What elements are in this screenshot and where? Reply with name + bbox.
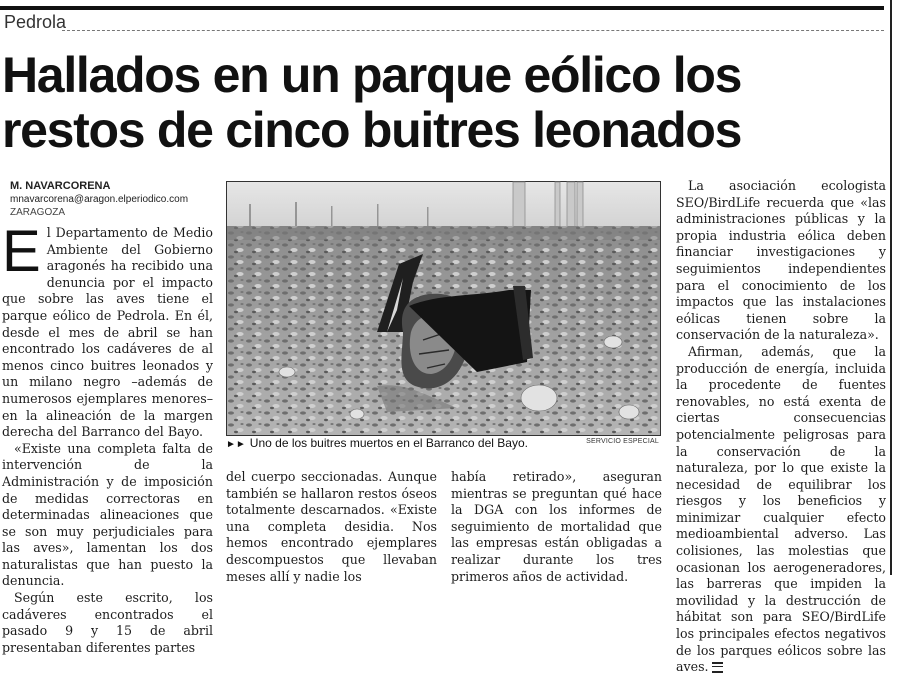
- article-paragraph-1: [2, 219, 213, 441]
- photo-credit: SERVICIO ESPECIAL: [586, 438, 659, 445]
- section-divider: [62, 30, 884, 31]
- section-label: Pedrola: [4, 12, 67, 32]
- article-column-4: [676, 178, 886, 675]
- byline-city: ZARAGOZA: [10, 207, 66, 218]
- article-paragraph-3: Según este escrito, los cadáveres encontrados el pasado 9 y 15 de abril presentaban diferentes partes: [2, 590, 213, 655]
- page-edge: [890, 0, 892, 575]
- byline-author: M. NAVARCORENA: [10, 180, 111, 192]
- byline-email: mnavarcorena@aragon.elperiodico.com: [10, 194, 189, 205]
- photo-caption-bar: [226, 436, 659, 452]
- article-column-1: [2, 219, 213, 655]
- byline: [10, 180, 215, 219]
- photo-caption: Uno de los buitres muertos en el Barranco del Bayo.: [249, 436, 528, 450]
- headline: [2, 48, 882, 158]
- caption-arrow-icon: ►►: [226, 439, 246, 450]
- article-paragraph-2: «Existe una completa falta de intervención de la Administración y de imposición de medidas correctoras en determinadas alineaciones que se son muy perjudiciales para las aves», lamentan los dos naturalistas que han puesto la denuncia.: [2, 440, 213, 589]
- paragraph-1-text: l Departamento de Medio Ambiente del Gobierno aragonés ha recibido una denuncia por el impacto que sobre las aves tiene el parque eólico de Pedrola. En él, desde el mes de abril se han encontrado los cadáveres de al menos cinco buitres leonados y un milano negro –además de numerosos ejemplares menores– en la alineación de la margen derecha del Barranco del Bayo.: [2, 225, 213, 440]
- article-paragraph-3-cont: del cuerpo seccionadas. Aunque también se hallaron restos óseos totalmente descarnados. «Existe una completa desidia. Nos hemos encontrado ejemplares descompuestos que llevaban meses allí y nadie los: [226, 469, 437, 584]
- end-of-article-icon: [712, 662, 723, 673]
- article-paragraph-5: [676, 344, 886, 676]
- headline-line-1: Hallados en un parque eólico los: [2, 47, 742, 103]
- article-column-3: [451, 469, 662, 584]
- photo-vulture-field: [227, 182, 660, 435]
- headline-line-2: restos de cinco buitres leonados: [2, 102, 742, 158]
- news-photo: [226, 181, 661, 436]
- article-paragraph-3-end: había retirado», aseguran mientras se preguntan qué hace la DGA con los informes de seguimiento de mortalidad que las empresas están obligadas a realizar durante los tres primeros años de actividad.: [451, 469, 662, 584]
- drop-cap: E: [2, 219, 41, 284]
- article-paragraph-4: La asociación ecologista SEO/BirdLife recuerda que «las administraciones públicas y la propia industria eólica deben financiar investigaciones y seguimientos independientes para el conocimiento de los impactos que las instalaciones eólicas tienen sobre la conservación de la naturaleza».: [676, 178, 886, 343]
- paragraph-5-text: Afirman, además, que la producción de energía, incluida la procedente de fuentes renovables, no está exenta de ciertas consecuencias potencialmente peligrosas para la conservación de la naturaleza, por lo que existe la necesidad de equilibrar los riesgos y los beneficios y minimizar cualquier efecto medioambiental adverso. Las colisiones, las molestias que ocasionan los aerogeneradores, las barreras que impiden la movilidad y la destrucción de hábitat son para SEO/BirdLife los principales efectos negativos de los parques eólicos sobre las aves.: [676, 343, 886, 675]
- top-rule: [0, 6, 884, 10]
- article-column-2: [226, 469, 437, 584]
